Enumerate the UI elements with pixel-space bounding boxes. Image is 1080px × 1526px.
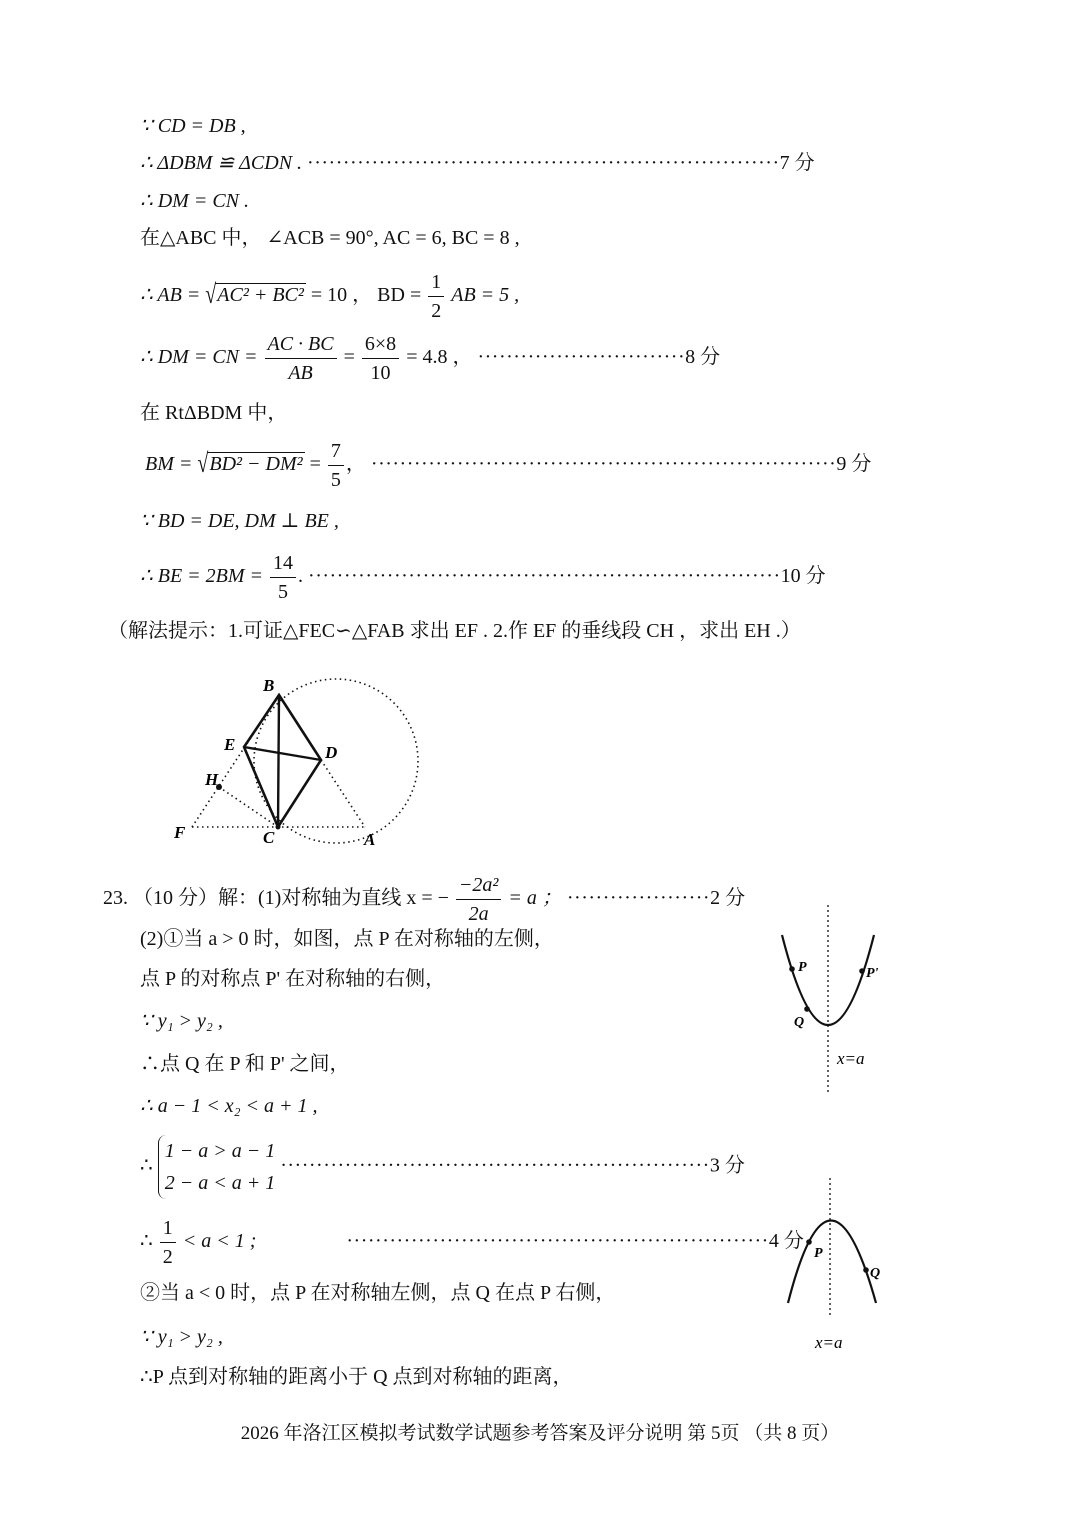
label-h: H xyxy=(205,770,219,789)
label-p: P xyxy=(814,1246,823,1261)
label-e: E xyxy=(224,735,236,754)
x2-range: ∴ a − 1 < x₂ < a + 1 , xyxy=(140,1095,318,1117)
fraction-14-over-5 xyxy=(270,549,296,606)
step-triangle-abc-given: 在△ABC 中， ∠ACB = 90°, AC = 6, BC = 8 , xyxy=(140,227,520,249)
bm-radicand: BD² − DM² xyxy=(209,453,303,476)
axis-value: = a ； xyxy=(508,887,562,910)
point-q xyxy=(804,1006,810,1012)
a-range: < a < 1 ; xyxy=(182,1230,257,1253)
score-leader-dots: ································································· xyxy=(370,453,837,476)
a-range-result xyxy=(140,1214,804,1271)
step-ab-and-bd xyxy=(140,268,519,325)
score-leader-dots: ···························································· xyxy=(280,1154,710,1177)
ab-value-bd-equals: = 10 ， BD = xyxy=(310,284,422,307)
fraction-numerator: −2a² xyxy=(456,871,502,900)
label-q: Q xyxy=(794,1015,805,1030)
ab-equals: ∴ AB = xyxy=(140,284,201,307)
label-b: B xyxy=(263,676,275,695)
fraction-denominator: 5 xyxy=(330,469,341,491)
y1-gt-y2: ∵ y₁ > y₂ , xyxy=(140,1010,223,1032)
inequality-system xyxy=(140,1135,745,1199)
score-leader-dots: ·································································· xyxy=(308,565,781,588)
fraction-denominator: 10 xyxy=(370,362,391,384)
downward-parabola xyxy=(788,1221,876,1304)
score-10: 10 分 xyxy=(780,565,826,588)
step-bd-eq-de: ∵ BD = DE, DM ⊥ BE , xyxy=(140,510,339,532)
fraction-6x8-over-10 xyxy=(362,330,399,387)
fraction-one-half xyxy=(428,268,444,325)
fraction-numerator: 1 xyxy=(160,1214,176,1243)
fraction-neg2a2-over-2a xyxy=(456,871,502,928)
step-cd-eq-db: ∵ CD = DB , xyxy=(140,115,246,137)
score-leader-dots: ····························· xyxy=(477,346,686,369)
dm-cn-equals: ∴ DM = CN = xyxy=(140,346,258,369)
score-leader-dots: ···················· xyxy=(566,887,711,910)
fraction-denominator: 2 xyxy=(162,1246,173,1268)
step-dm-cn-value xyxy=(140,330,720,387)
score-leader-dots: ··························································· xyxy=(346,1230,769,1253)
inequality-2: 2 − a < a + 1 xyxy=(164,1172,276,1194)
sqrt-sign: √ xyxy=(197,449,209,479)
fraction-numerator: 14 xyxy=(270,549,296,578)
line-da-dotted xyxy=(321,760,365,827)
step-congruent-expression: ∴ ΔDBM ≌ ΔCDN . xyxy=(140,152,303,174)
label-p-prime: P' xyxy=(866,966,879,981)
score-3: 3 分 xyxy=(709,1154,745,1177)
y1-gt-y2-second: ∵ y₁ > y₂ , xyxy=(140,1326,223,1348)
line-bc xyxy=(278,695,279,827)
parabola-up-figure xyxy=(770,905,890,1095)
system-brace xyxy=(158,1135,276,1199)
score-leader-dots: ·································································· xyxy=(307,152,780,174)
label-p: P xyxy=(798,960,807,975)
fraction-denominator: 2 xyxy=(431,300,442,322)
fraction-numerator: 1 xyxy=(428,268,444,297)
case-a-negative: ②当 a < 0 时，点 P 在对称轴左侧，点 Q 在点 P 右侧， xyxy=(140,1282,616,1304)
equals-sign: = xyxy=(343,346,355,369)
step-bm-value xyxy=(145,437,871,494)
be-equals: ∴ BE = 2BM = xyxy=(140,565,264,588)
dm-value: = 4.8 ， xyxy=(406,346,473,369)
fraction-ac-bc-over-ab xyxy=(265,330,337,387)
ab-radicand: AC² + BC² xyxy=(217,284,304,307)
score-7: 7 分 xyxy=(779,152,815,174)
point-p xyxy=(789,966,795,972)
score-4: 4 分 xyxy=(768,1230,804,1253)
score-9: 9 分 xyxy=(836,453,872,476)
label-q: Q xyxy=(870,1266,881,1281)
inequality-1: 1 − a > a − 1 xyxy=(164,1140,276,1162)
step-congruent-triangles xyxy=(140,151,815,175)
fraction-denominator: 2a xyxy=(468,903,489,925)
symmetric-point: 点 P 的对称点 P' 在对称轴的右侧， xyxy=(140,968,446,990)
axis-label: x=a xyxy=(837,1049,865,1068)
therefore-sign: ∴ xyxy=(140,1154,153,1177)
point-c xyxy=(276,825,281,830)
label-c: C xyxy=(263,828,275,847)
label-d: D xyxy=(325,743,338,762)
point-p xyxy=(806,1239,812,1245)
comma: ， xyxy=(345,453,366,476)
kite-bdce xyxy=(244,695,321,827)
parabola-down-figure xyxy=(770,1178,890,1358)
score-8: 8 分 xyxy=(685,346,721,369)
fraction-numerator: 6×8 xyxy=(362,330,399,359)
label-a: A xyxy=(364,830,376,849)
bm-equals: BM = xyxy=(145,453,193,476)
fraction-denominator: 5 xyxy=(278,581,289,603)
therefore-sign: ∴ xyxy=(140,1230,153,1253)
step-be-value xyxy=(140,549,826,606)
page-footer: 2026 年洛江区模拟考试数学试题参考答案及评分说明 第 5页 （共 8 页） xyxy=(240,1423,840,1444)
q23-axis-text: 23. （10 分）解：(1)对称轴为直线 x = − xyxy=(103,887,449,910)
label-f: F xyxy=(174,823,186,842)
solution-hint: （解法提示：1.可证△FEC∽△FAB 求出 EF . 2.作 EF 的垂线段 CH ，求出 EH .） xyxy=(108,620,801,642)
q23-part1 xyxy=(103,871,745,928)
axis-label: x=a xyxy=(815,1333,843,1352)
step-right-triangle-bdm: 在 RtΔBDM 中， xyxy=(140,402,288,424)
period: . xyxy=(298,565,304,588)
q-between: ∴点 Q 在 P 和 P' 之间， xyxy=(140,1053,350,1075)
geometry-figure xyxy=(160,670,420,855)
case-a-positive: (2)①当 a > 0 时，如图，点 P 在对称轴的左侧， xyxy=(140,928,554,950)
step-dm-eq-cn: ∴ DM = CN . xyxy=(140,190,250,212)
bd-value: AB = 5 , xyxy=(451,284,520,307)
fraction-numerator: 7 xyxy=(328,437,344,466)
fraction-denominator: AB xyxy=(288,362,313,384)
point-p-prime xyxy=(859,968,865,974)
fraction-7-over-5 xyxy=(328,437,344,494)
point-q xyxy=(863,1267,869,1273)
fraction-one-half xyxy=(160,1214,176,1271)
distance-comparison: ∴P 点到对称轴的距离小于 Q 点到对称轴的距离， xyxy=(140,1366,573,1388)
sqrt-sign: √ xyxy=(205,280,217,310)
equals-sign: = xyxy=(309,453,321,476)
fraction-numerator: AC · BC xyxy=(265,330,337,359)
score-2: 2 分 xyxy=(710,887,746,910)
line-ed xyxy=(244,747,321,760)
